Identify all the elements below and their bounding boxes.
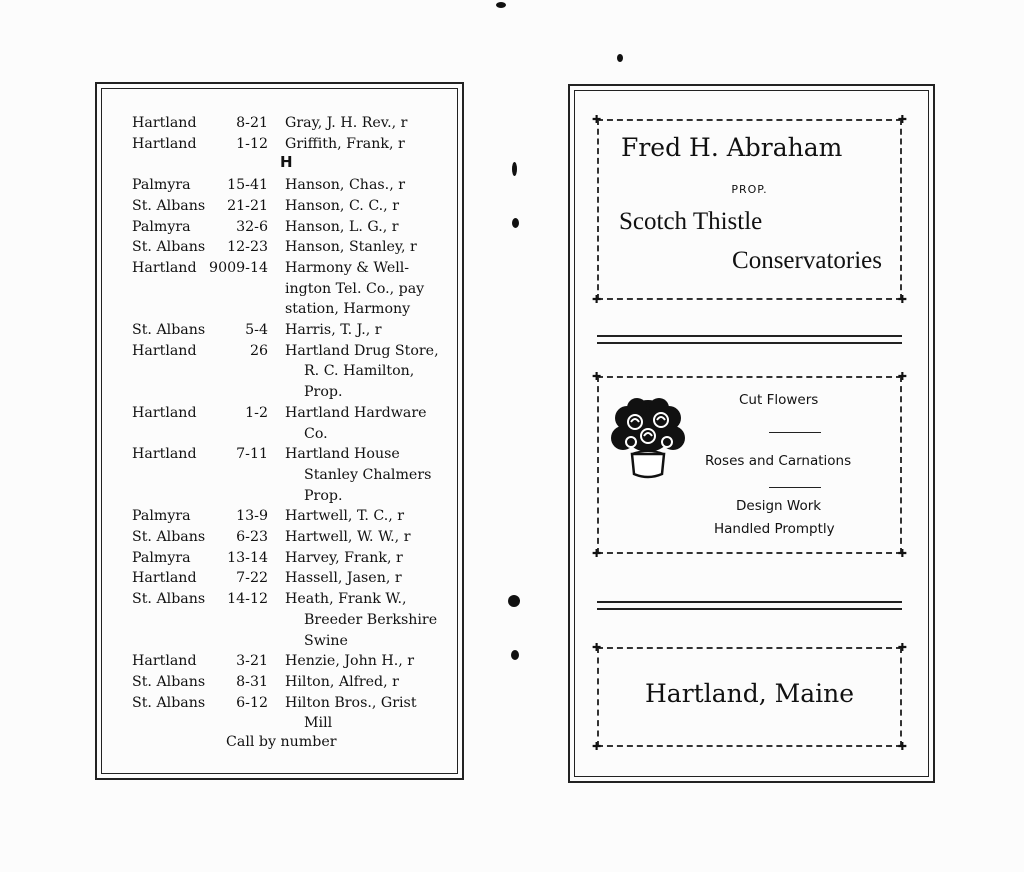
proprietor-label: PROP. (731, 183, 768, 196)
entry-name: Hassell, Jasen, r (285, 570, 402, 587)
corner-ornament: ✚ (592, 370, 602, 383)
entry-town: Hartland (132, 259, 197, 276)
entry-name: Hilton, Alfred, r (285, 673, 399, 690)
call-by-number-note: Call by number (226, 734, 337, 750)
advertisement-page (568, 84, 935, 783)
entry-phone-number: 7-22 (236, 570, 268, 587)
proprietor-box (592, 113, 907, 306)
entry-phone-number: 9009-14 (209, 259, 268, 276)
directory-inner-frame (101, 88, 458, 774)
entry-town: Hartland (132, 446, 197, 463)
corner-ornament: ✚ (592, 740, 602, 753)
scan-speck (508, 595, 520, 607)
entry-name-continuation: ington Tel. Co., pay (285, 280, 425, 297)
entry-name: Hartland Hardware (285, 404, 427, 421)
entry-name: Hartland Drug Store, (285, 342, 439, 359)
entry-phone-number: 7-11 (236, 446, 268, 463)
entry-name-continuation: Prop. (304, 384, 343, 401)
service-cut-flowers: Cut Flowers (739, 392, 819, 408)
entry-town: Palmyra (132, 549, 191, 566)
entry-phone-number: 15-41 (227, 177, 268, 194)
entry-town: St. Albans (132, 673, 206, 690)
service-divider (769, 432, 821, 433)
entry-town: Palmyra (132, 508, 191, 525)
entry-town: Palmyra (132, 177, 191, 194)
corner-ornament: ✚ (897, 113, 907, 126)
entry-town: Hartland (132, 570, 197, 587)
entry-name: Harris, T. J., r (285, 322, 382, 338)
services-box (592, 370, 907, 560)
scan-speck (512, 218, 519, 228)
entry-name: Hanson, Chas., r (285, 177, 405, 194)
corner-ornament: ✚ (592, 113, 602, 126)
entry-phone-number: 21-21 (227, 197, 268, 214)
location-title: Hartland, Maine (645, 679, 854, 708)
entry-town: Hartland (132, 404, 197, 421)
entry-town: St. Albans (132, 694, 206, 711)
location-box (592, 641, 907, 753)
entry-phone-number: 12-23 (227, 239, 268, 256)
double-rule-bottom (597, 601, 902, 610)
business-name-line2: Conservatories (732, 247, 882, 274)
service-roses-carnations: Roses and Carnations (705, 453, 852, 469)
entry-phone-number: 26 (249, 342, 268, 359)
entry-phone-number: 1-2 (245, 404, 268, 421)
entry-town: Hartland (132, 135, 197, 152)
business-name-line1: Scotch Thistle (619, 208, 763, 235)
entry-phone-number: 8-21 (236, 115, 268, 131)
corner-ornament: ✚ (897, 370, 907, 383)
scan-speck (496, 2, 506, 8)
entry-name: Hanson, C. C., r (285, 197, 399, 214)
entry-name-continuation: R. C. Hamilton, (304, 363, 415, 380)
directory-page (95, 82, 464, 780)
entry-name: Harvey, Frank, r (285, 549, 403, 566)
entry-town: St. Albans (132, 529, 206, 545)
service-divider (769, 487, 821, 488)
entry-phone-number: 8-31 (236, 673, 268, 690)
scan-speck (512, 162, 517, 176)
entry-phone-number: 32-6 (236, 218, 268, 235)
entry-name-continuation: Swine (304, 632, 348, 649)
entry-name: Harmony & Well- (285, 259, 410, 276)
entry-town: St. Albans (132, 591, 206, 608)
entry-town: St. Albans (132, 322, 206, 338)
entry-name-continuation: Mill (304, 715, 333, 732)
entry-phone-number: 3-21 (236, 653, 268, 670)
scan-speck (511, 650, 519, 660)
entry-phone-number: 5-4 (245, 322, 268, 338)
entry-name: Hartland House (285, 446, 400, 463)
service-handled-promptly: Handled Promptly (714, 521, 835, 537)
entry-name-continuation: Co. (304, 425, 328, 442)
corner-ornament: ✚ (592, 547, 602, 560)
corner-ornament: ✚ (592, 293, 602, 306)
flower-pot-icon (605, 396, 691, 482)
entry-town: Hartland (132, 653, 197, 670)
entry-town: St. Albans (132, 197, 206, 214)
entry-phone-number: 14-12 (227, 591, 268, 608)
entry-name-continuation: Breeder Berkshire (304, 611, 438, 628)
entry-name-continuation: Prop. (304, 487, 343, 504)
entry-name: Hilton Bros., Grist (285, 694, 417, 711)
entry-phone-number: 13-9 (236, 508, 268, 525)
entry-name: Gray, J. H. Rev., r (285, 115, 408, 131)
proprietor-name: Fred H. Abraham (621, 133, 843, 162)
entry-town: Hartland (132, 342, 197, 359)
scan-speck (617, 54, 623, 62)
entry-town: Hartland (132, 115, 197, 131)
corner-ornament: ✚ (897, 547, 907, 560)
section-letter: H (280, 153, 293, 171)
corner-ornament: ✚ (897, 740, 907, 753)
entry-name: Henzie, John H., r (285, 653, 415, 670)
service-design-work: Design Work (736, 498, 822, 514)
entry-name: Hartwell, W. W., r (285, 529, 411, 545)
double-rule-top (597, 335, 902, 344)
entry-name: Heath, Frank W., (285, 591, 407, 608)
advertisement-inner-frame (574, 90, 929, 777)
entry-name: Hartwell, T. C., r (285, 508, 405, 525)
entry-phone-number: 6-12 (236, 694, 268, 711)
entry-town: St. Albans (132, 239, 206, 256)
entry-name-continuation: Stanley Chalmers (304, 466, 432, 483)
entry-town: Palmyra (132, 218, 191, 235)
entry-phone-number: 6-23 (236, 529, 268, 545)
entry-name: Hanson, Stanley, r (285, 239, 417, 256)
entry-name-continuation: station, Harmony (285, 301, 411, 318)
entry-name: Griffith, Frank, r (285, 135, 405, 152)
entry-phone-number: 1-12 (236, 135, 268, 152)
corner-ornament: ✚ (592, 641, 602, 654)
corner-ornament: ✚ (897, 293, 907, 306)
corner-ornament: ✚ (897, 641, 907, 654)
entry-phone-number: 13-14 (227, 549, 268, 566)
entry-name: Hanson, L. G., r (285, 218, 399, 235)
